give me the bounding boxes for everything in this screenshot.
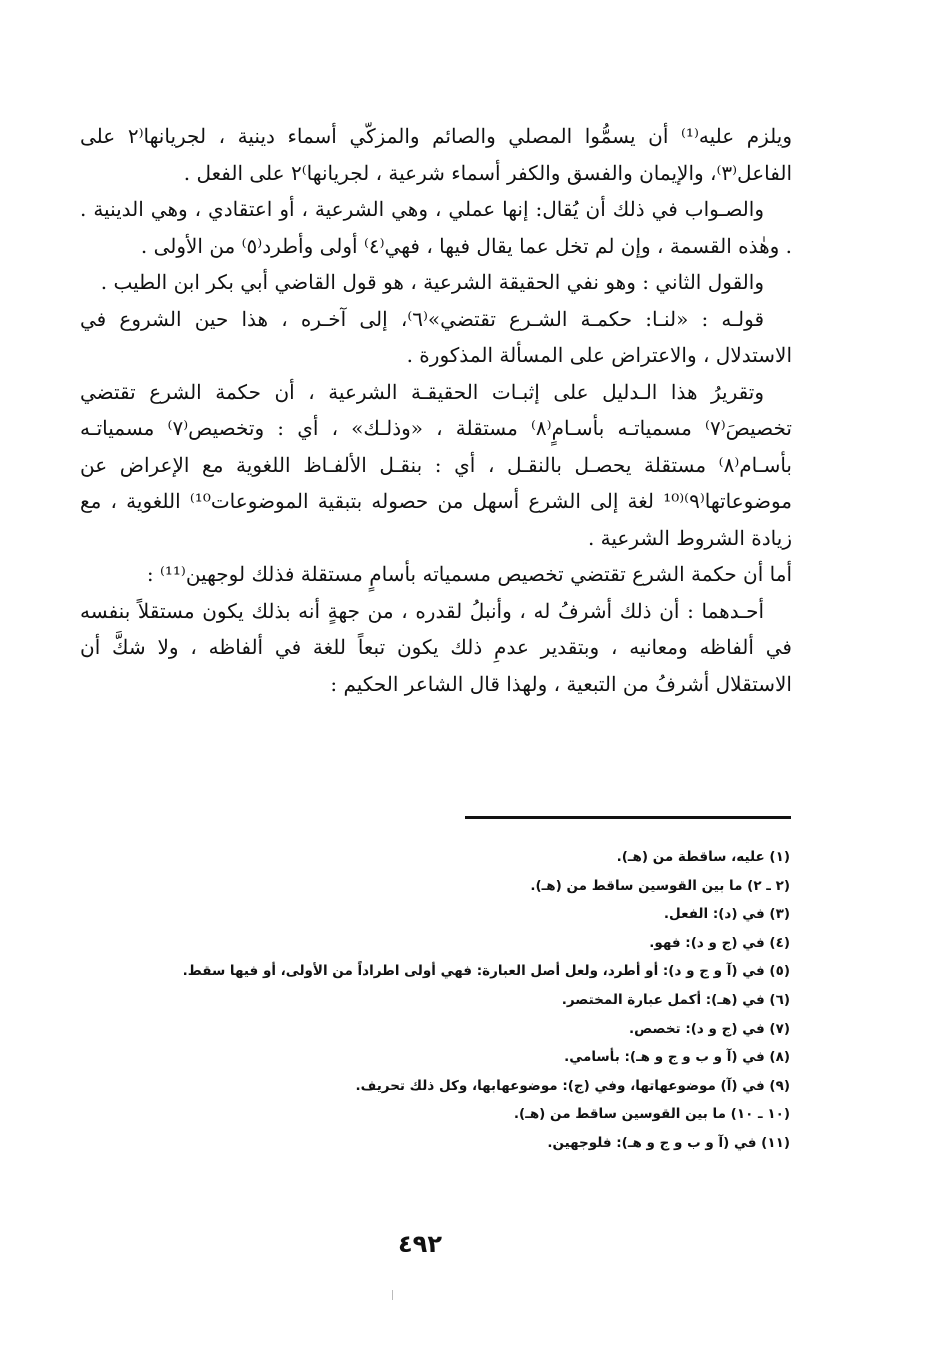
footnote: (٤) في (ج و د): فهو.: [649, 934, 790, 951]
footnote: (٢ ـ ٢) ما بين القوسين ساقط من (هـ).: [530, 877, 790, 894]
footnote: (٨) في (آ و ب و ج و هـ): بأسامي.: [564, 1049, 790, 1066]
footnote: (١) عليه، ساقطة من (هـ).: [616, 849, 790, 865]
footnote: (٦) في (هـ): أكمل عبارة المختصر.: [561, 991, 790, 1008]
paragraph: قولـه : «لنـا: حكمـة الشـرع تقتضي»⁽٦⁾، إلى آخـره ، هذا حين الشروع في الاستدلال ، والاعتراض على المسألة المذكورة .: [80, 306, 792, 367]
footnote: (١١) في (آ و ب و ج و هـ): فلوجهين.: [547, 1134, 790, 1151]
footnote: (٧) في (ج و د): تخصص.: [628, 1020, 790, 1037]
page-number: ٤٩٢: [398, 1230, 442, 1258]
footnote: (٣) في (د): الفعل.: [663, 906, 790, 923]
footnote-separator: [465, 816, 791, 819]
paragraph: ويلزم عليه⁽¹⁾ أن يسمُّوا المصلي والصائم والمزكّي أسماء دينية ، لجريانها⁽٢ على الفاعل⁽٣⁾، والإيمان والفسق والكفر أسماء شرعية ، لجريانها⁾٢ على الفعل .: [80, 124, 792, 185]
main-text: [80, 118, 792, 702]
paragraph: أحـدهما : أن ذلك أشرفُ له ، وأنبلُ لقدره ، من جهةٍ أنه بذلك يكون مستقلاً بنفسه في ألفاظه ومعانيه ، وبتقدير عدمِ ذلك يكون تبعاً للغة في ألفاظه ، ولا شكَّ أن الاستقلال أشرفُ من التبعية ، ولهذا قال الشاعر الحكيم :: [80, 598, 792, 696]
footnote: (٩) في (آ) موضوعهاتها، وفي (ج): موضوعهابها، وكل ذلك تحريف.: [355, 1077, 790, 1094]
scan-mark: [392, 1290, 393, 1300]
footnote: (١٠ ـ ١٠) ما بين القوسين ساقط من (هـ).: [513, 1106, 790, 1123]
paragraph: وتقريرُ هذا الـدليل على إثبـات الحقيقـة الشرعية ، أن حكمة الشرع تقتضي تخصيصَ⁽٧⁾ مسمياتـه بأسـامٍ⁽٨⁾ مستقلة ، «وذلـك» ، أي : وتخصيص⁽٧⁾ مسمياتـه بأسـام⁽٨⁾ مستقلة يحصـل بالنقـل ، أي : بنقـل الألفـاظ اللغوية مع الإعراض عن موضوعاتها⁽٩⁾⁽¹⁰ لغة إلى الشرع أسهل من حصوله بتبقية الموضوعات¹⁰⁾ اللغوية ، مع زيادة الشروط الشرعية .: [80, 379, 792, 550]
paragraph: والقول الثاني : وهو نفي الحقيقة الشرعية ، هو قول القاضي أبي بكر ابن الطيب .: [100, 270, 764, 294]
footnote: (٥) في (آ و ج و د): أو أطرد، ولعل أصل العبارة: فهي أولى اطراداً من الأولى، أو فيها سقط.: [182, 963, 790, 980]
paragraph: والصـواب في ذلك أن يُقال: إنها عملي ، وهي الشرعية ، أو اعتقادي ، وهي الدينية . . وهٰذه القسمة ، وإن لم تخل عما يقال فيها ، فهي⁽٤⁾ أولى وأطرد⁽٥⁾ من الأولى .: [80, 197, 792, 258]
paragraph: أما أن حكمة الشرع تقتضي تخصيص مسمياته بأسامٍ مستقلة فذلك لوجهين⁽¹¹⁾ :: [146, 562, 792, 586]
footnotes: [130, 843, 790, 1158]
